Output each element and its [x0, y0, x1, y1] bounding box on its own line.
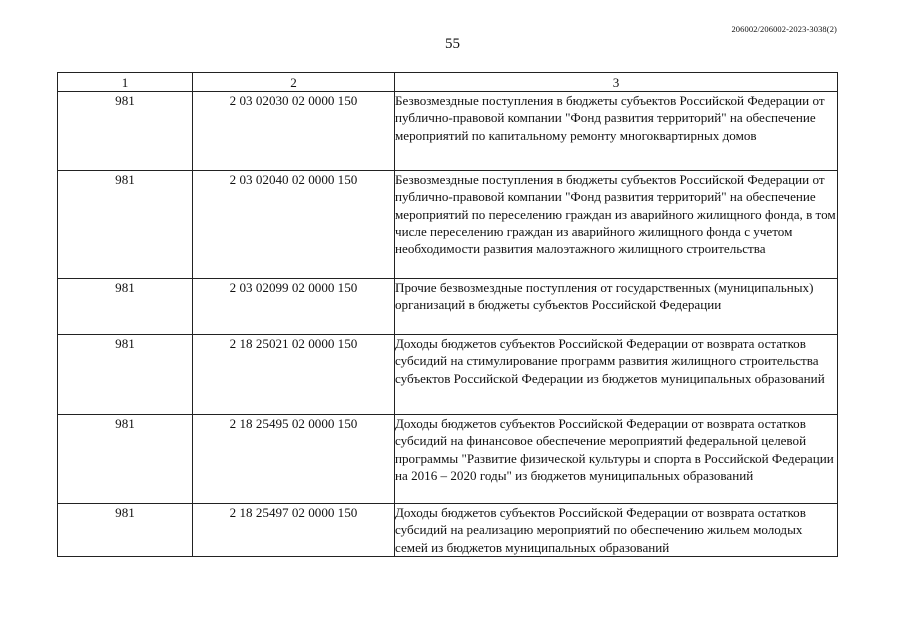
admin-code-cell: 981 — [58, 171, 193, 279]
table-row — [58, 92, 838, 171]
kbk-code-cell: 2 03 02099 02 0000 150 — [193, 279, 395, 335]
admin-code-cell: 981 — [58, 335, 193, 415]
table-row — [58, 504, 838, 557]
document-id: 206002/206002-2023-3038(2) — [731, 24, 837, 34]
table-row — [58, 171, 838, 279]
description-cell: Безвозмездные поступления в бюджеты субъектов Российской Федерации от публично-правовой компании "Фонд развития территорий" на обеспечение мероприятий по переселению граждан из аварийного жилищного фонда, в том числе переселению граждан из аварийного жилищного фонда с учетом необходимости развития малоэтажного жилищного строительства — [395, 171, 838, 279]
column-header-3: 3 — [395, 73, 838, 92]
description-cell: Безвозмездные поступления в бюджеты субъектов Российской Федерации от публично-правовой компании "Фонд развития территорий" на обеспечение мероприятий по капитальному ремонту многоквартирных домов — [395, 92, 838, 171]
description-cell: Доходы бюджетов субъектов Российской Федерации от возврата остатков субсидий на финансовое обеспечение мероприятий федеральной целевой программы "Развитие физической культуры и спорта в Российской Федерации на 2016 – 2020 годы" из бюджетов муниципальных образований — [395, 415, 838, 504]
page-number: 55 — [445, 36, 460, 52]
description-cell: Прочие безвозмездные поступления от государственных (муниципальных) организаций в бюджеты субъектов Российской Федерации — [395, 279, 838, 335]
table-header-row — [58, 73, 838, 92]
budget-classification-table — [57, 72, 838, 557]
kbk-code-cell: 2 03 02030 02 0000 150 — [193, 92, 395, 171]
admin-code-cell: 981 — [58, 279, 193, 335]
description-cell: Доходы бюджетов субъектов Российской Федерации от возврата остатков субсидий на стимулирование программ развития жилищного строительства субъектов Российской Федерации из бюджетов муниципальных образований — [395, 335, 838, 415]
description-cell: Доходы бюджетов субъектов Российской Федерации от возврата остатков субсидий на реализацию мероприятий по обеспечению жильем молодых семей из бюджетов муниципальных образований — [395, 504, 838, 557]
kbk-code-cell: 2 18 25021 02 0000 150 — [193, 335, 395, 415]
kbk-code-cell: 2 18 25497 02 0000 150 — [193, 504, 395, 557]
admin-code-cell: 981 — [58, 504, 193, 557]
column-header-1: 1 — [58, 73, 193, 92]
admin-code-cell: 981 — [58, 92, 193, 171]
admin-code-cell: 981 — [58, 415, 193, 504]
column-header-2: 2 — [193, 73, 395, 92]
table-row — [58, 279, 838, 335]
table-row — [58, 335, 838, 415]
kbk-code-cell: 2 18 25495 02 0000 150 — [193, 415, 395, 504]
table-row — [58, 415, 838, 504]
kbk-code-cell: 2 03 02040 02 0000 150 — [193, 171, 395, 279]
